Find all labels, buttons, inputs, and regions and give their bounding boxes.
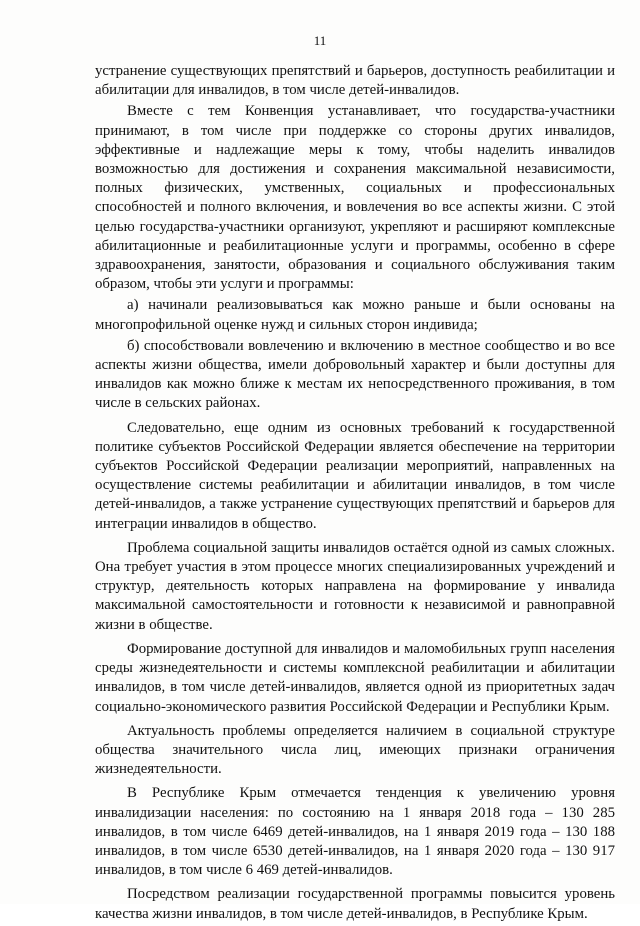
paragraph: Посредством реализации государственной программы повысится уровень качества жизни инвалидов, в том числе детей-инвалидов, в Республике Крым. <box>95 886 615 922</box>
paragraph: а) начинали реализовываться как можно раньше и были основаны на многопрофильной оценке нужд и сильных сторон индивида; <box>95 297 615 333</box>
document-body <box>95 62 615 926</box>
paragraph: В Республике Крым отмечается тенденция к увеличению уровня инвалидизации населения: по состоянию на 1 января 2018 года – 130 285 инвалидов, в том числе 6469 детей-инвалидов, на 1 января 2019 года – 130 188 инвалидов, в том числе 6530 детей-инвалидов, на 1 января 2020 года – 130 917 инвалидов, в том числе 6 469 детей-инвалидов. <box>95 785 615 879</box>
paragraph: Следовательно, еще одним из основных требований к государственной политике субъектов Российской Федерации является обеспечение на территории субъектов Российской Федерации реализации мероприятий, направленных на осуществление системы реабилитации и абилитации инвалидов, в том числе детей-инвалидов, а также устранение существующих препятствий и барьеров для интеграции инвалидов в общество. <box>95 419 615 532</box>
paragraph: Вместе с тем Конвенция устанавливает, что государства-участники принимают, в том числе при поддержке со стороны других инвалидов, эффективные и надлежащие меры к тому, чтобы наделить инвалидов возможностью для достижения и сохранения максимальной независимости, полных физических, умственных, социальных и профессиональных способностей и полного включения, и вовлечения во все аспекты жизни. С этой целью государства-участники организуют, укрепляют и расширяют комплексные абилитационные и реабилитационные услуги и программы, особенно в сфере здравоохранения, занятости, образования и социального обслуживания таким образом, чтобы эти услуги и программы: <box>95 103 615 293</box>
paragraph: Проблема социальной защиты инвалидов остаётся одной из самых сложных. Она требует участия в этом процессе многих специализированных учреждений и структур, деятельность которых направлена на формирование у инвалида максимальной самостоятельности и готовности к независимой и равноправной жизни в обществе. <box>95 539 615 633</box>
paragraph: б) способствовали вовлечению и включению в местное сообщество и во все аспекты жизни общества, имели добровольный характер и были доступны для инвалидов как можно ближе к местам их непосредственного проживания, в том числе в сельских районах. <box>95 337 615 412</box>
paragraph: Актуальность проблемы определяется наличием в социальной структуре общества значительного числа лиц, имеющих признаки ограничения жизнедеятельности. <box>95 722 615 778</box>
paragraph: Формирование доступной для инвалидов и маломобильных групп населения среды жизнедеятельности и системы комплексной реабилитации и абилитации инвалидов, в том числе детей-инвалидов, является одной из приоритетных задач социально-экономического развития Российской Федерации и Республики Крым. <box>95 640 615 715</box>
paragraph: устранение существующих препятствий и барьеров, доступность реабилитации и абилитации для инвалидов, в том числе детей-инвалидов. <box>95 63 615 99</box>
page-number: 11 <box>313 33 327 48</box>
